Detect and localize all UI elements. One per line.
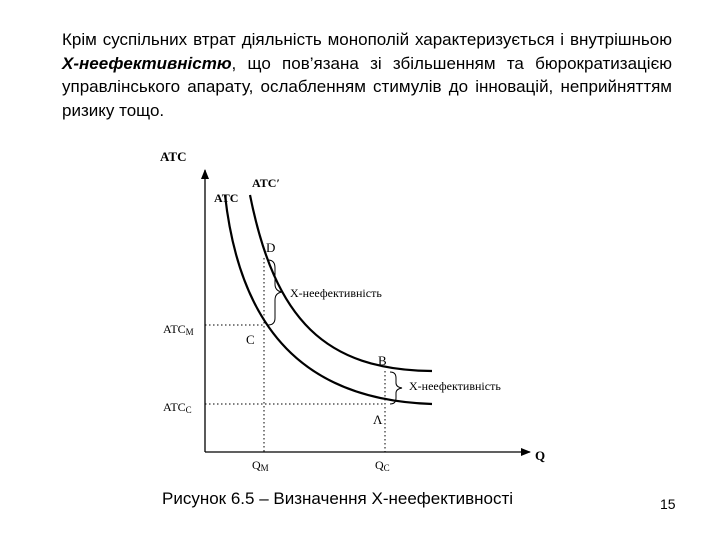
upper-x-inefficiency-label: Х-неефективність: [290, 286, 382, 300]
q-c-main: Q: [375, 458, 384, 472]
atc-m-main: ATC: [163, 322, 186, 336]
upper-brace: [268, 260, 282, 325]
paragraph-text-start: Крім суспільних втрат діяльність монополій характеризується і внутрішньою: [62, 30, 672, 49]
point-c-label: C: [246, 332, 255, 347]
q-c-tick-label: [375, 458, 390, 473]
atc-c-tick-label: [163, 400, 192, 415]
paragraph-text-end: , що пов’язана зі збільшенням та бюрократизацією управлінського апарату, ослабленням стимулів до інновацій, неприйняттям ризику тощо.: [62, 53, 672, 120]
atc-label: ATC: [214, 191, 239, 205]
atc-m-subscript: M: [185, 327, 194, 337]
atc-m-tick-label: [163, 322, 194, 337]
page-number: 15: [660, 496, 676, 512]
point-d-label: D: [266, 240, 276, 255]
atc-prime-curve: [250, 195, 432, 371]
q-m-main: Q: [252, 458, 261, 472]
y-axis-label: ATC: [160, 149, 187, 164]
point-b-label: B: [378, 353, 387, 368]
x-axis-label: Q: [535, 448, 546, 463]
q-m-tick-label: [252, 458, 269, 473]
atc-c-subscript: C: [185, 405, 192, 415]
q-c-subscript: C: [383, 463, 390, 473]
figure-caption: Рисунок 6.5 – Визначення Х-неефективності: [162, 489, 514, 508]
q-m-subscript: M: [260, 463, 269, 473]
atc-c-main: ATC: [163, 400, 186, 414]
lower-x-inefficiency-label: Х-неефективність: [409, 379, 501, 393]
point-a-label: Λ: [373, 412, 383, 427]
x-inefficiency-term: Х-неефективністю: [62, 53, 232, 73]
atc-prime-label: ATC′: [252, 176, 280, 190]
